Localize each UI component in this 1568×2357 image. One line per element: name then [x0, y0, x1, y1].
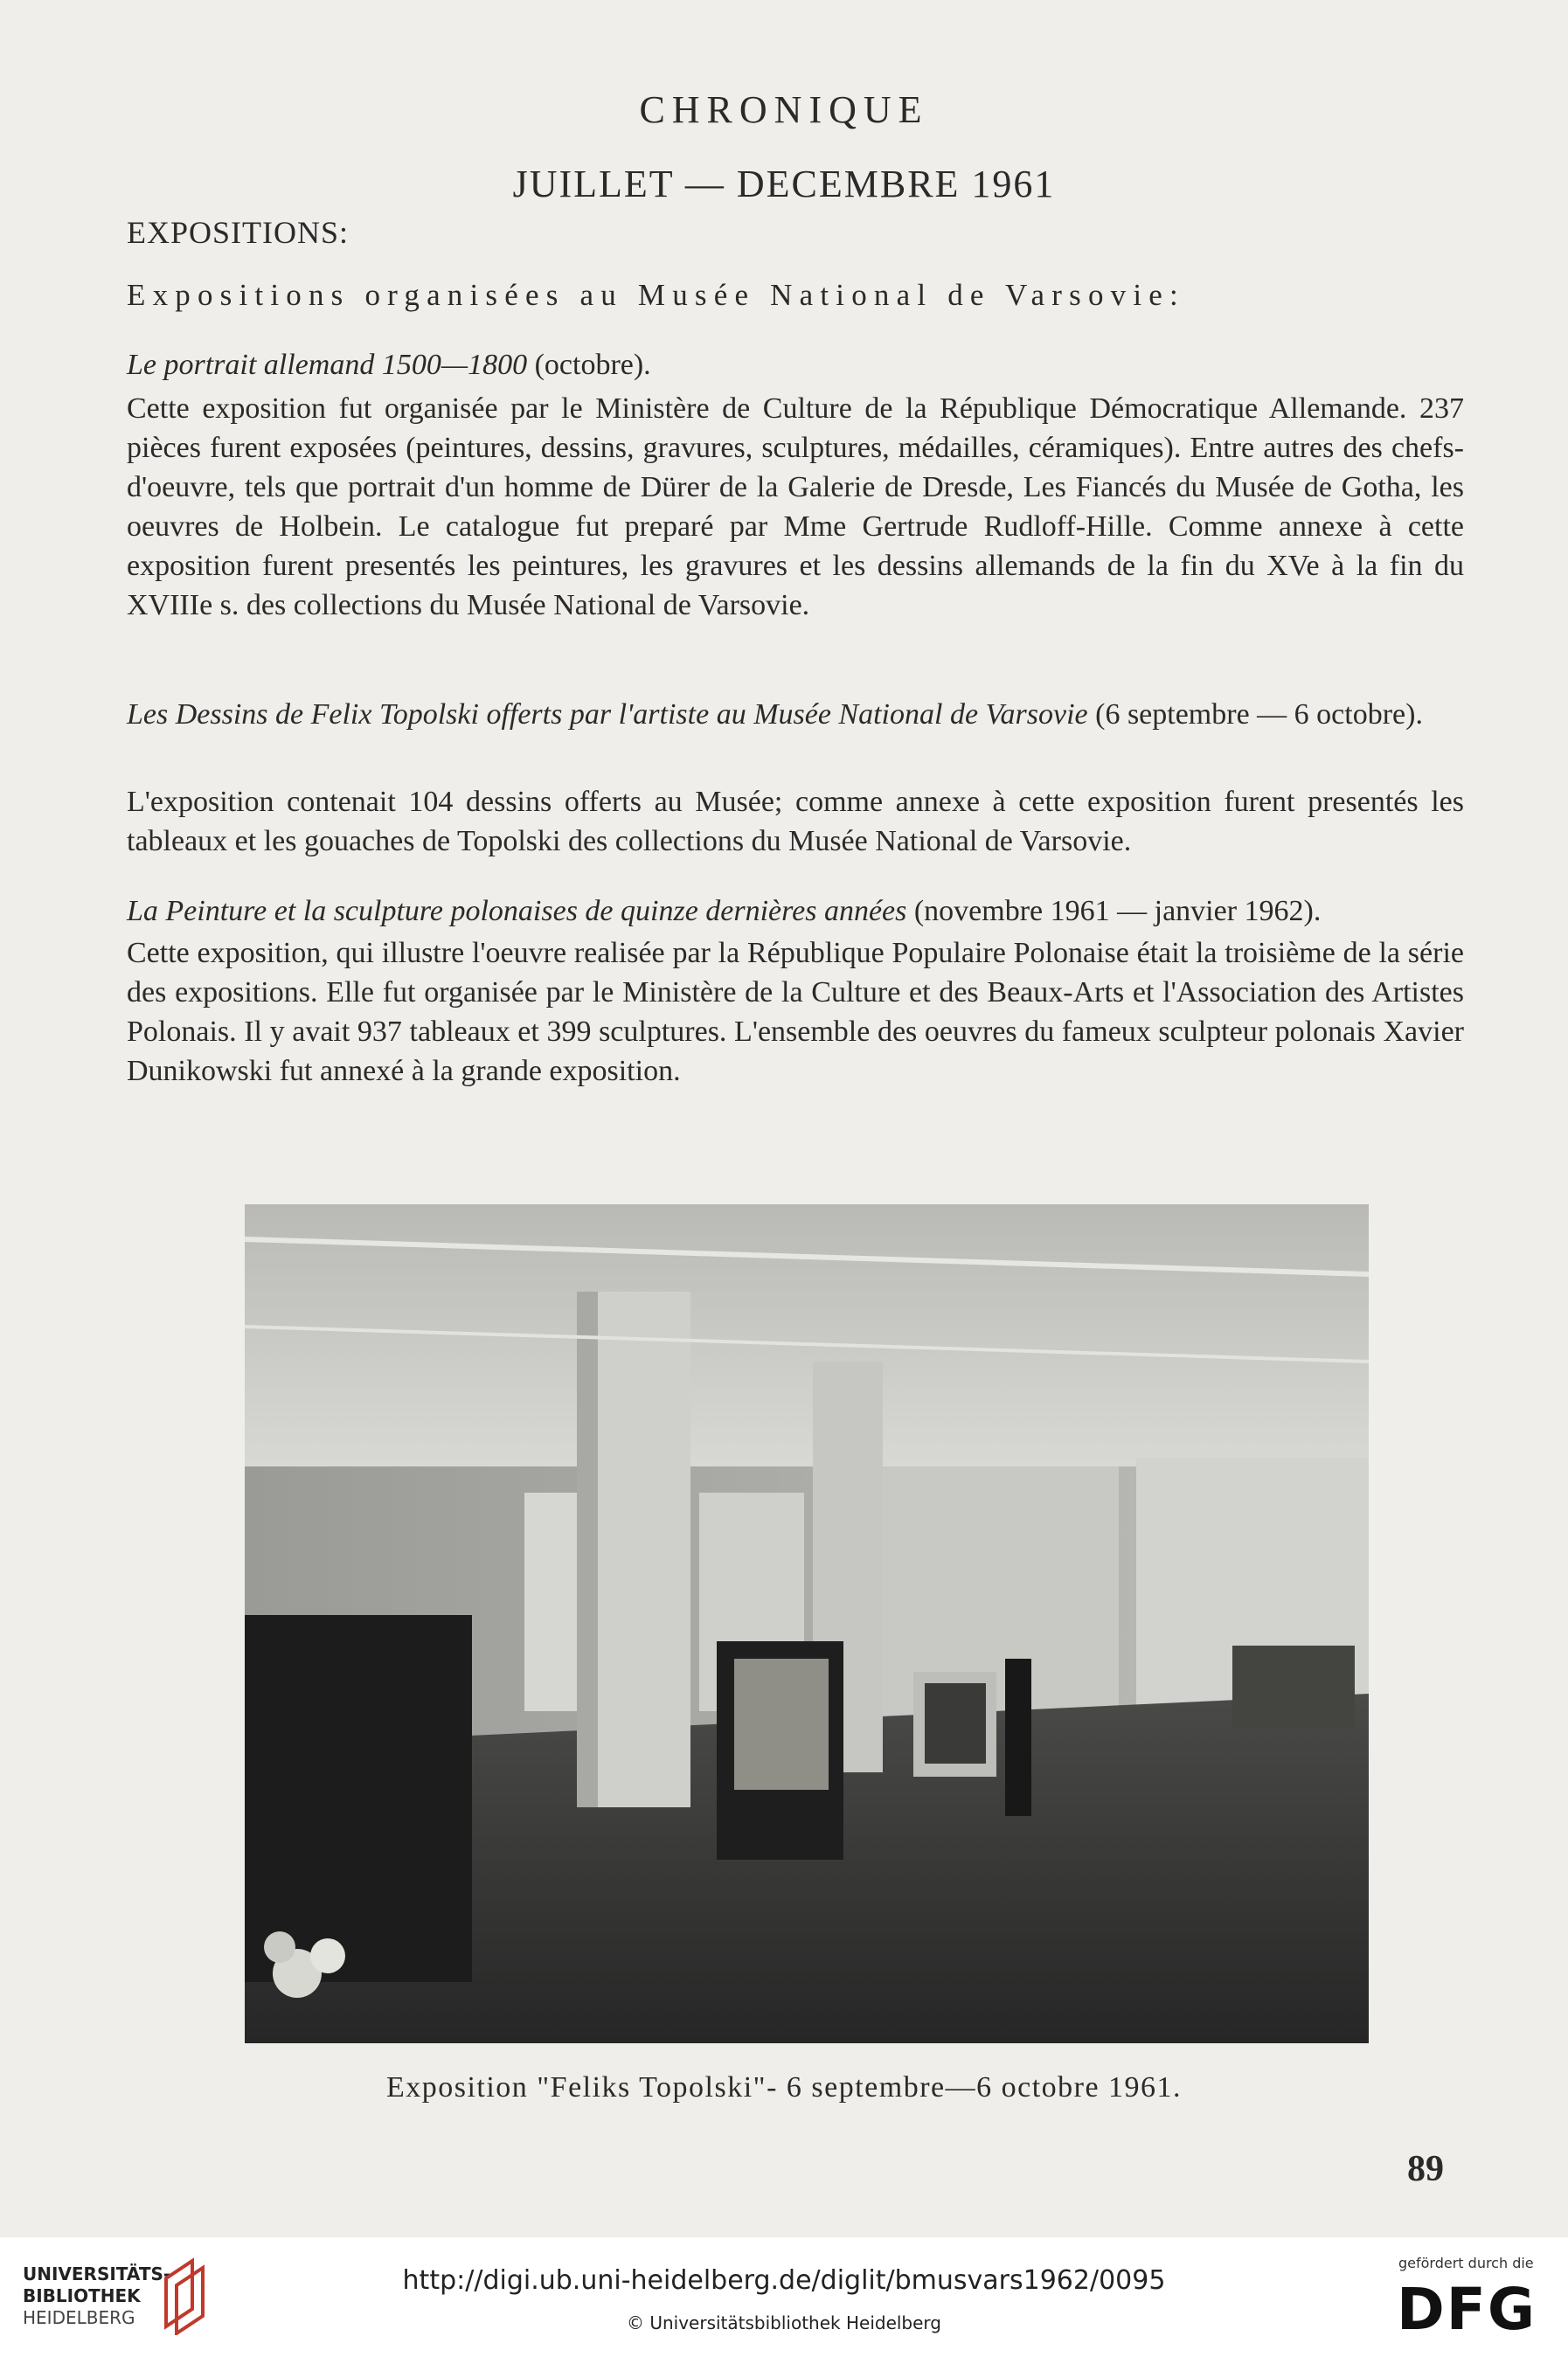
library-name-line1: UNIVERSITÄTS- [23, 2263, 171, 2284]
entry-2-body: L'exposition contenait 104 dessins offerts au Musée; comme annexe à cette exposition furent presentés les tableaux et les gouaches de Topolski des collections du Musée National de Varsovie. [127, 786, 1464, 857]
entry-2-heading [127, 695, 1464, 734]
entry-3-body: Cette exposition, qui illustre l'oeuvre realisée par la République Populaire Polonaise était la troisième de la série des expositions. Elle fut organisée par le Ministère de la Culture et des Beaux-Arts et l'Association des Artistes Polonais. Il y avait 937 tableaux et 399 sculptures. L'ensemble des oeuvres du fameux sculpteur polonais Xavier Dunikowski fut annexé à la grande exposition. [127, 937, 1464, 1087]
page-subtitle: JUILLET — DECEMBRE 1961 [512, 163, 1056, 205]
entry-2-date: (6 septembre — 6 octobre). [1087, 698, 1423, 731]
footer [0, 2237, 1568, 2357]
entry-3-heading [127, 891, 1464, 931]
footer-copyright: © Universitätsbibliothek Heidelberg [626, 2312, 941, 2333]
subsection-heading: Expositions organisées au Musée National de Varsovie: [127, 278, 1185, 312]
section-heading: EXPOSITIONS: [127, 215, 350, 250]
entry-1-date: (octobre). [527, 349, 651, 381]
entry-1-title: Le portrait allemand 1500—1800 [127, 349, 528, 381]
figure-caption: Exposition "Feliks Topolski"- 6 septembre—6 octobre 1961. [385, 2071, 1183, 2104]
entry-2-title: Les Dessins de Felix Topolski offerts par l'artiste au Musée National de Varsovie [127, 698, 1088, 731]
page-number: 89 [1407, 2149, 1444, 2189]
entry-1-body: Cette exposition fut organisée par le Ministère de Culture de la République Démocratique Allemande. 237 pièces furent exposées (peintures, dessins, gravures, sculptures, médailles, céramiques). Entre autres des chefs-d'oeuvre, tels que portrait d'un homme de Dürer de la Galerie de Dresde, Les Fiancés du Musée de Gotha, les oeuvres de Holbein. Le catalogue fut preparé par Mme Gertrude Rudloff-Hille. Comme annexe à cette exposition furent presentés les peintures, les gravures et les dessins allemands de la fin du XVe à la fin du XVIIIe s. des collections du Musée National de Varsovie. [127, 392, 1464, 621]
footer-permalink[interactable]: http://digi.ub.uni-heidelberg.de/diglit/bmusvars1962/0095 [402, 2265, 1166, 2296]
sponsor-label: gefördert durch die [1398, 2255, 1534, 2271]
entry-1-heading [127, 345, 1464, 385]
entry-3-date: (novembre 1961 — janvier 1962). [906, 895, 1322, 927]
exhibition-hall-illustration [245, 1204, 1369, 2043]
entry-3-title: La Peinture et la sculpture polonaises de quinze dernières années [127, 895, 907, 927]
library-name-line2: BIBLIOTHEK [23, 2285, 141, 2306]
page-title: CHRONIQUE [639, 88, 929, 131]
exhibition-photo [245, 1204, 1369, 2043]
dfg-logo: DFG [1397, 2276, 1537, 2343]
library-name-line3: HEIDELBERG [23, 2307, 135, 2328]
